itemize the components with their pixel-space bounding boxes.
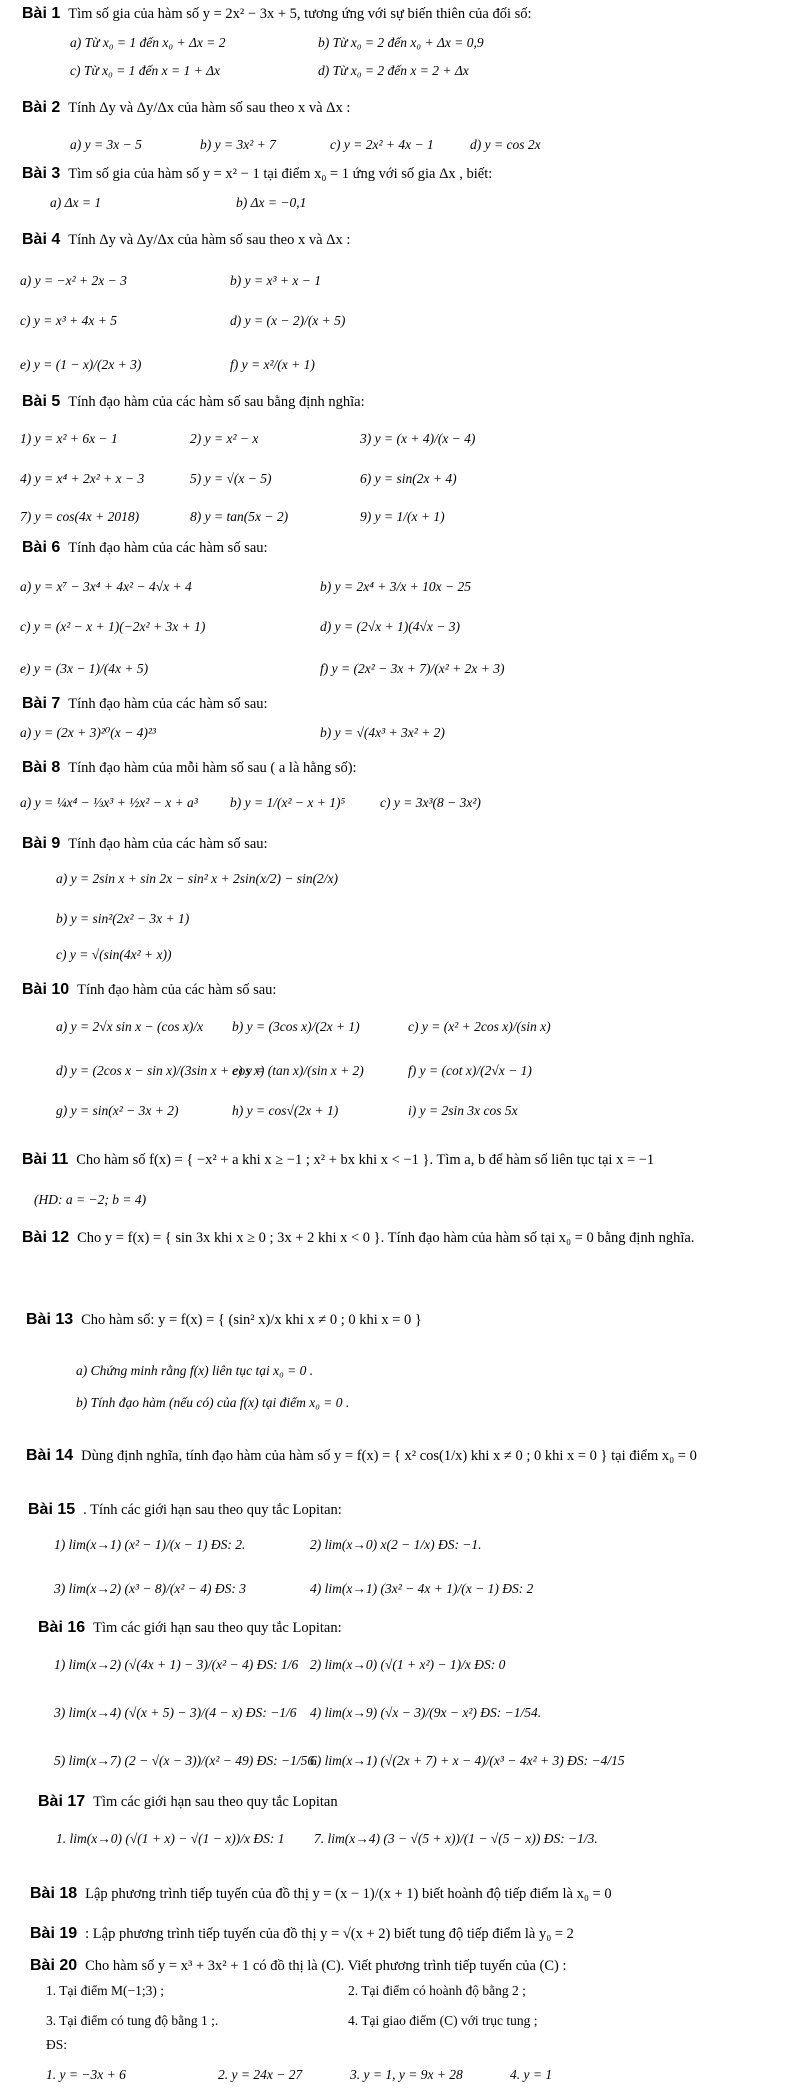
item: 1) y = x² + 6x − 1 [20,431,118,446]
item: a) y = 2√x sin x − (cos x)/x [56,1019,204,1034]
problem-prompt: Cho hàm số: y = f(x) = { (sin² x)/x khi x ≠ 0 ; 0 khi x = 0 } [81,1312,422,1328]
item: d) y = (2√x + 1)(4√x − 3) [320,619,460,634]
item: e) y = (1 − x)/(2x + 3) [20,357,142,372]
item: b) Tính đạo hàm (nếu có) của f(x) tại điểm x₀ = 0 . [76,1395,350,1410]
answer: 4. y = 1 [510,2067,553,2082]
item: c) Từ x₀ = 1 đến x = 1 + Δx [70,63,221,78]
problem-prompt: Tính Δy và Δy/Δx của hàm số sau theo x và Δx : [68,232,351,248]
item: f) y = x²/(x + 1) [230,357,315,372]
item: d) Từ x₀ = 2 đến x = 2 + Δx [318,63,469,78]
problem-prompt: Cho hàm số y = x³ + 3x² + 1 có đồ thị là (C). Viết phương trình tiếp tuyến của (C) : [85,1958,567,1974]
item: 5) y = √(x − 5) [190,471,272,486]
item: 9) y = 1/(x + 1) [360,509,445,524]
problem-prompt: Tính đạo hàm của các hàm số sau bằng định nghĩa: [68,394,365,410]
item: a) y = ¼x⁴ − ⅓x³ + ½x² − x + a³ [20,795,198,810]
item: a) y = x⁷ − 3x⁴ + 4x² − 4√x + 4 [20,579,192,594]
item: 8) y = tan(5x − 2) [190,509,289,524]
item: a) Δx = 1 [50,195,102,210]
problem-number: Bài 20 [30,1957,78,1974]
item: i) y = 2sin 3x cos 5x [408,1103,518,1118]
item: 2) y = x² − x [190,431,259,446]
item: g) y = sin(x² − 3x + 2) [56,1103,179,1118]
item: 4) lim(x→1) (3x² − 4x + 1)/(x − 1) ĐS: 2 [310,1581,534,1596]
item: b) y = (3cos x)/(2x + 1) [232,1019,360,1034]
problem-prompt: : Lập phương trình tiếp tuyến của đồ thị y = √(x + 2) biết tung độ tiếp điểm là y₀ = 2 [85,1926,574,1942]
problem-prompt: Tính đạo hàm của các hàm số sau: [68,696,268,712]
problem-number: Bài 5 [22,393,61,410]
problem-prompt: . Tính các giới hạn sau theo quy tắc Lopitan: [83,1502,342,1518]
problem-prompt: Lập phương trình tiếp tuyến của đồ thị y = (x − 1)/(x + 1) biết hoành độ tiếp điểm là x₀ = 0 [85,1886,612,1902]
problem-prompt: Tính đạo hàm của các hàm số sau: [68,540,268,556]
item: e) y = (tan x)/(sin x + 2) [232,1063,364,1078]
hint: (HD: a = −2; b = 4) [34,1192,147,1207]
problem-number: Bài 6 [22,539,61,556]
item: 4) y = x⁴ + 2x² + x − 3 [20,471,145,486]
problem-number: Bài 14 [26,1447,74,1464]
item: b) Δx = −0,1 [236,195,307,210]
item: b) y = 3x² + 7 [200,137,276,152]
item: a) Chứng minh rằng f(x) liên tục tại x₀ = 0 . [76,1363,314,1378]
item: f) y = (cot x)/(2√x − 1) [408,1063,532,1078]
item: c) y = x³ + 4x + 5 [20,313,117,328]
problem-prompt: Tìm số gia của hàm số y = x² − 1 tại điểm x₀ = 1 ứng với số gia Δx , biết: [68,166,493,182]
item: 5) lim(x→7) (2 − √(x − 3))/(x² − 49) ĐS: −1/56. [54,1753,318,1768]
item: b) y = 1/(x² − x + 1)⁵ [230,795,346,810]
item: 4) lim(x→9) (√x − 3)/(9x − x²) ĐS: −1/54. [310,1705,542,1720]
problem-number: Bài 1 [22,5,61,22]
item: f) y = (2x² − 3x + 7)/(x² + 2x + 3) [320,661,505,676]
answer: 1. y = −3x + 6 [46,2067,126,2082]
item: a) y = 2sin x + sin 2x − sin² x + 2sin(x/2) − sin(2/x) [56,871,339,886]
item: d) y = cos 2x [470,137,541,152]
problem-number: Bài 13 [26,1311,74,1328]
item: 2) lim(x→0) x(2 − 1/x) ĐS: −1. [310,1537,482,1552]
item: d) y = (2cos x − sin x)/(3sin x + cos x) [56,1063,265,1078]
item: a) y = (2x + 3)²⁰(x − 4)²³ [20,725,156,740]
item: 3. Tại điểm có tung độ bằng 1 ;. [46,2013,219,2028]
problem-number: Bài 17 [38,1793,86,1810]
problem-prompt: Tìm các giới hạn sau theo quy tắc Lopitan [93,1794,338,1810]
item: 3) lim(x→4) (√(x + 5) − 3)/(4 − x) ĐS: −1/6 [54,1705,297,1720]
item: b) y = x³ + x − 1 [230,273,321,288]
problem-prompt: Dùng định nghĩa, tính đạo hàm của hàm số y = f(x) = { x² cos(1/x) khi x ≠ 0 ; 0 khi x = 0 } tại điểm x₀ = 0 [81,1448,697,1464]
item: c) y = √(sin(4x² + x)) [56,947,172,962]
item: b) Từ x₀ = 2 đến x₀ + Δx = 0,9 [318,35,484,50]
item: b) y = sin²(2x² − 3x + 1) [56,911,190,926]
item: 2) lim(x→0) (√(1 + x²) − 1)/x ĐS: 0 [310,1657,506,1672]
problem-prompt: Tính đạo hàm của mỗi hàm số sau ( a là hằng số): [68,760,357,776]
problem-number: Bài 3 [22,165,61,182]
item: a) y = 3x − 5 [70,137,142,152]
item: c) y = (x² − x + 1)(−2x² + 3x + 1) [20,619,206,634]
item: 7. lim(x→4) (3 − √(5 + x))/(1 − √(5 − x)) ĐS: −1/3. [314,1831,598,1846]
item: 3) y = (x + 4)/(x − 4) [360,431,476,446]
item: 1. lim(x→0) (√(1 + x) − √(1 − x))/x ĐS: 1 [56,1831,285,1846]
answer: 3. y = 1, y = 9x + 28 [350,2067,463,2082]
problem-number: Bài 2 [22,99,61,116]
item: b) y = 2x⁴ + 3/x + 10x − 25 [320,579,471,594]
item: c) y = (x² + 2cos x)/(sin x) [408,1019,551,1034]
problem-prompt: Tính đạo hàm của các hàm số sau: [68,836,268,852]
item: 6) y = sin(2x + 4) [360,471,457,486]
item: c) y = 3x³(8 − 3x²) [380,795,481,810]
problem-number: Bài 19 [30,1925,78,1942]
problem-prompt: Tính đạo hàm của các hàm số sau: [77,982,277,998]
problem-number: Bài 18 [30,1885,78,1902]
problem-prompt: Cho y = f(x) = { sin 3x khi x ≥ 0 ; 3x + 2 khi x < 0 }. Tính đạo hàm của hàm số tại x₀ = 0 bằng định nghĩa. [77,1230,695,1246]
item: 1) lim(x→2) (√(4x + 1) − 3)/(x² − 4) ĐS: 1/6 [54,1657,299,1672]
problem-number: Bài 11 [22,1151,69,1168]
item: b) y = √(4x³ + 3x² + 2) [320,725,445,740]
item: d) y = (x − 2)/(x + 5) [230,313,346,328]
problem-prompt: Tính Δy và Δy/Δx của hàm số sau theo x và Δx : [68,100,351,116]
problem-number: Bài 4 [22,231,61,248]
answer: 2. y = 24x − 27 [218,2067,303,2082]
item: 2. Tại điểm có hoành độ bằng 2 ; [348,1983,526,1998]
problem-number: Bài 10 [22,981,70,998]
problem-number: Bài 8 [22,759,61,776]
item: a) Từ x₀ = 1 đến x₀ + Δx = 2 [70,35,226,50]
item: 7) y = cos(4x + 2018) [20,509,140,524]
item: 3) lim(x→2) (x³ − 8)/(x² − 4) ĐS: 3 [54,1581,247,1596]
item: 1) lim(x→1) (x² − 1)/(x − 1) ĐS: 2. [54,1537,246,1552]
problem-number: Bài 12 [22,1229,70,1246]
item: a) y = −x² + 2x − 3 [20,273,127,288]
item: 4. Tại giao điểm (C) với trục tung ; [348,2013,538,2028]
item: 6) lim(x→1) (√(2x + 7) + x − 4)/(x³ − 4x² + 3) ĐS: −4/15 [310,1753,625,1768]
problem-prompt: Cho hàm số f(x) = { −x² + a khi x ≥ −1 ; x² + bx khi x < −1 }. Tìm a, b để hàm số liên tục tại x = −1 [76,1152,655,1168]
problem-number: Bài 15 [28,1501,76,1518]
problem-prompt: Tìm số gia của hàm số y = 2x² − 3x + 5, tương ứng với sự biến thiên của đối số: [68,6,532,22]
item: h) y = cos√(2x + 1) [232,1103,339,1118]
problem-number: Bài 7 [22,695,61,712]
problem-prompt: Tìm các giới hạn sau theo quy tắc Lopitan: [93,1620,342,1636]
item: c) y = 2x² + 4x − 1 [330,137,434,152]
answer-label: ĐS: [46,2037,68,2052]
problem-number: Bài 9 [22,835,61,852]
item: 1. Tại điểm M(−1;3) ; [46,1983,164,1998]
item: e) y = (3x − 1)/(4x + 5) [20,661,149,676]
problem-number: Bài 16 [38,1619,86,1636]
